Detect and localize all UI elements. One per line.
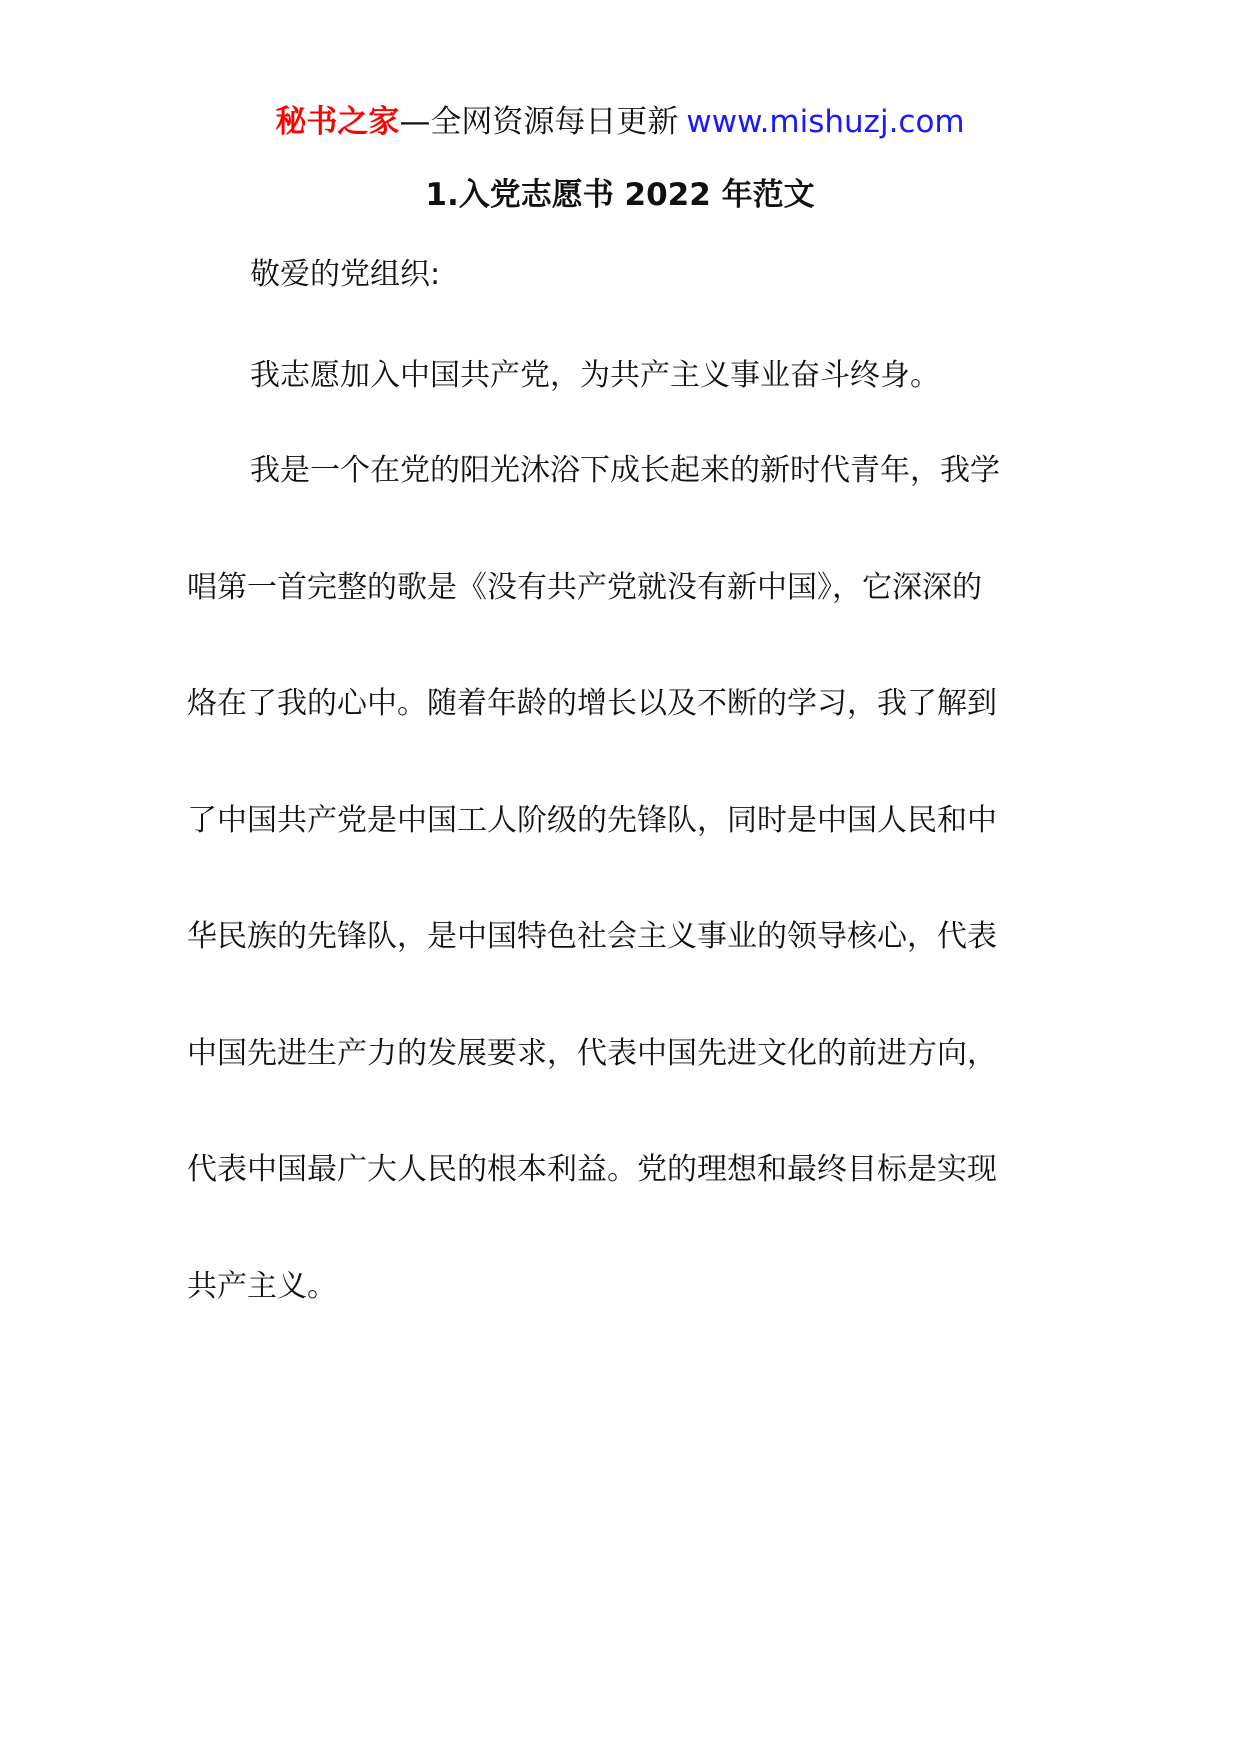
site-header [0, 100, 1240, 144]
site-url-link[interactable]: www.mishuzj.com [686, 104, 965, 140]
header-tagline: —全网资源每日更新 [399, 104, 679, 140]
paragraph-2-line-2: 唱第一首完整的歌是《没有共产党就没有新中国》，它深深的 [187, 570, 982, 605]
paragraph-2-line-5: 华民族的先锋队，是中国特色社会主义事业的领导核心，代表 [187, 919, 997, 954]
paragraph-2-line-4: 了中国共产党是中国工人阶级的先锋队，同时是中国人民和中 [187, 803, 997, 838]
brand-name: 秘书之家 [275, 104, 400, 140]
paragraph-2-line-3: 烙在了我的心中。随着年龄的增长以及不断的学习，我了解到 [187, 686, 997, 721]
paragraph-2-line-8: 共产主义。 [187, 1269, 337, 1304]
paragraph-2-line-7: 代表中国最广大人民的根本利益。党的理想和最终目标是实现 [187, 1152, 997, 1187]
paragraph-2-line-6: 中国先进生产力的发展要求，代表中国先进文化的前进方向， [187, 1036, 997, 1071]
paragraph-1: 我志愿加入中国共产党，为共产主义事业奋斗终身。 [250, 358, 940, 393]
paragraph-2-line-1: 我是一个在党的阳光沐浴下成长起来的新时代青年，我学 [250, 453, 1000, 488]
salutation: 敬爱的党组织: [250, 257, 441, 292]
document-title: 1.入党志愿书 2022 年范文 [425, 177, 815, 213]
